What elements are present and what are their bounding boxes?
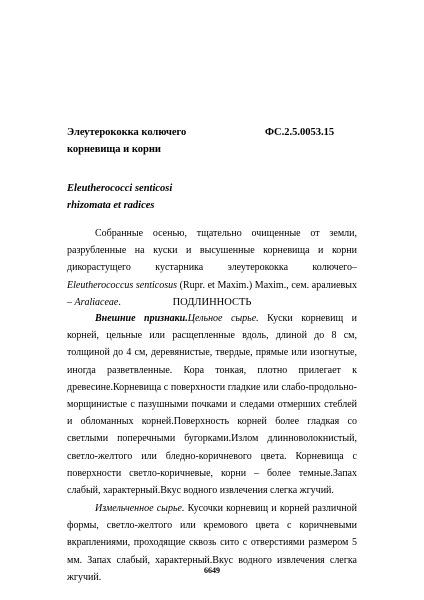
latin-line-2: rhizomata et radices — [67, 200, 155, 211]
intro-text-3: . — [118, 296, 121, 308]
whole-raw-text: Куски корневищ и корней, цельные или расщепленные вдоль, длиной до 8 см, толщиной до 4 см, деревянистые, твердые, прямые или изогнутые, иногда разветвленные. Кора тонкая, плотно прилегает к древесине.Корневища с поверхности гладкие или слабо-продольно-морщинистые с пазушными почками и следами отмерших стеблей и обломанных корней.Поверхность корней более гладкая со светлыми поперечными бугорками.Излом длинноволокнистый, светло-желтого или бледно-коричневого цвета. Корневища с поверхности светло-коричневые, корни – более темные.Запах слабый, характерный.Вкус водного извлечения слегка жгучий. — [67, 313, 357, 497]
document-code: ФС.2.5.0053.15 — [265, 127, 335, 138]
document-header — [67, 124, 387, 164]
page-number: 6649 — [204, 566, 220, 575]
section-title: ПОДЛИННОСТЬ — [172, 297, 252, 308]
intro-family: Araliaceae — [74, 296, 119, 308]
title-line-1: Элеутерококка колючего — [67, 127, 187, 138]
intro-species: Eleutherococcus senticosus — [67, 279, 178, 291]
crushed-raw-label: Измельченное сырье. — [95, 503, 185, 514]
intro-text-2: (Rupr. et Maxim.) Maxim., сем. аралиевых – — [67, 279, 357, 308]
whole-raw-paragraph — [67, 310, 357, 499]
external-signs-label: Внешние признаки. — [95, 313, 188, 324]
title-line-2: корневища и корни — [67, 144, 161, 155]
whole-raw-label: Цельное сырье. — [187, 313, 259, 324]
crushed-raw-text: Кусочки корневищ и корней различной формы, светло-желтого или кремового цвета с коричневыми вкраплениями, проходящие сквозь сито с отверстиями размером 5 мм. Запах слабый, характерный.Вкус водного извлечения слегка жгучий. — [67, 503, 358, 583]
document-title — [67, 124, 186, 158]
latin-line-1: Eleutherococci senticosi — [67, 183, 173, 194]
intro-text-1: Собранные осенью, тщательно очищенные от земли, разрубленные на куски и высушенные корневища и корни дикорастущего кустарника элеутерококка колючего– — [67, 228, 357, 274]
latin-title — [67, 180, 172, 214]
